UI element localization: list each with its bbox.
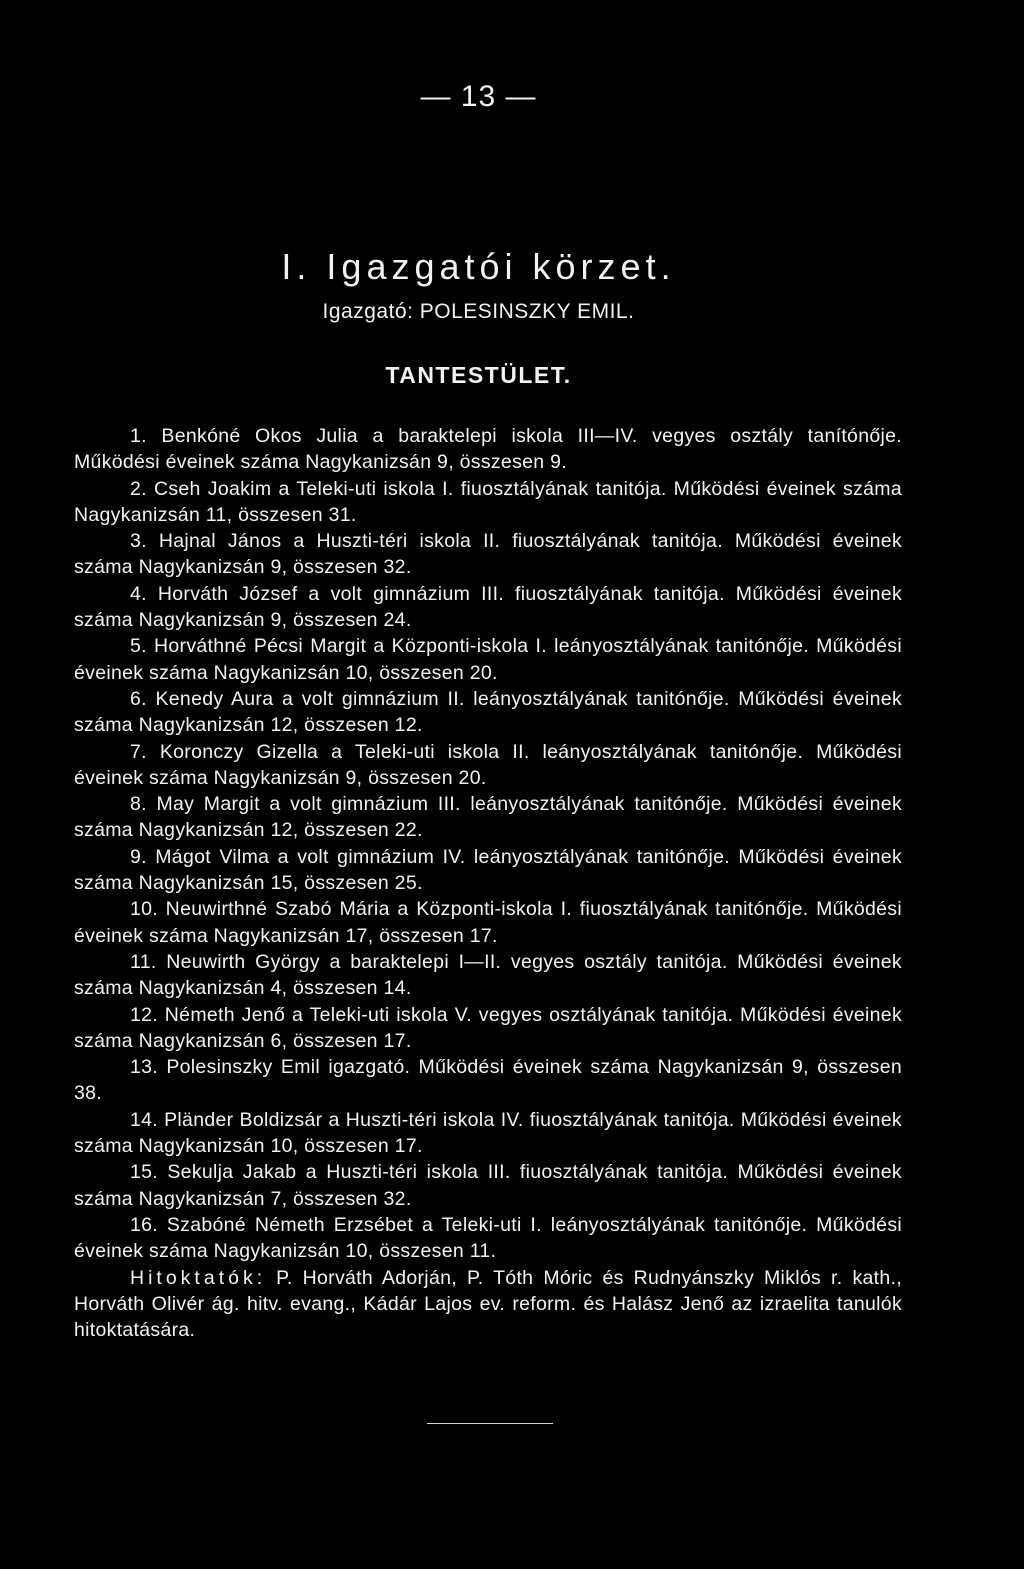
staff-entry: 5. Horváthné Pécsi Margit a Központi-iskola I. leányosztályának tanitónője. Működési éveinek száma Nagykanizsán 10, összesen 20. (74, 635, 902, 684)
staff-entry: 10. Neuwirthné Szabó Mária a Központi-iskola I. fiuosztályának tanitónője. Működési éveinek száma Nagykanizsán 17, összesen 17. (74, 898, 902, 947)
staff-list (74, 423, 902, 1343)
staff-entry: 15. Sekulja Jakab a Huszti-téri iskola III. fiuosztályának tanitója. Működési éveinek száma Nagykanizsán 7, összesen 32. (74, 1161, 902, 1210)
staff-entry: 6. Kenedy Aura a volt gimnázium II. leányosztályának tanitónője. Működési éveinek száma Nagykanizsán 12, összesen 12. (74, 687, 902, 737)
director-line: Igazgató: POLESINSZKY EMIL. (322, 300, 635, 323)
religious-teachers-text: P. Horváth Adorján, P. Tóth Móric és Rudnyánszky Miklós r. kath., Horváth Olivér ág. hitv. evang., Kádár Lajos ev. reform. és Halász Jenő az izraelita tanulók hitoktatására. (74, 1266, 902, 1342)
staff-entry: 12. Németh Jenő a Teleki-uti iskola V. vegyes osztályának tanitója. Működési éveinek száma Nagykanizsán 6, összesen 17. (74, 1003, 902, 1052)
staff-entry: 1. Benkóné Okos Julia a baraktelepi iskola III—IV. vegyes osztály tanítónője. Működési éveinek száma Nagykanizsán 9, összesen 9. (74, 425, 902, 474)
staff-entry: 9. Mágot Vilma a volt gimnázium IV. leányosztályának tanitónője. Működési éveinek száma Nagykanizsán 15, összesen 25. (74, 845, 902, 895)
staff-entry: 3. Hajnal János a Huszti-téri iskola II. fiuosztályának tanitója. Működési éveinek száma Nagykanizsán 9, összesen 32. (74, 530, 902, 579)
staff-entry: 16. Szabóné Németh Erzsébet a Teleki-uti I. leányosztályának tanitónője. Működési éveinek száma Nagykanizsán 10, összesen 11. (74, 1213, 902, 1263)
staff-entry: 11. Neuwirth György a baraktelepi I—II. vegyes osztály tanitója. Működési éveinek száma Nagykanizsán 4, összesen 14. (74, 950, 902, 1000)
religious-teachers-paragraph (74, 1265, 902, 1344)
staff-entry: 8. May Margit a volt gimnázium III. leányosztályának tanitónője. Működési éveinek száma Nagykanizsán 12, összesen 22. (74, 793, 902, 842)
religious-teachers-label: Hitoktatók: (130, 1266, 267, 1289)
staff-entry: 14. Pländer Boldizsár a Huszti-téri iskola IV. fiuosztályának tanitója. Működési éveinek száma Nagykanizsán 10, összesen 17. (74, 1108, 902, 1158)
section-title: I. Igazgatói körzet. (281, 246, 676, 287)
bottom-rule (427, 1423, 553, 1424)
staff-entry: 13. Polesinszky Emil igazgató. Működési éveinek száma Nagykanizsán 9, összesen 38. (74, 1056, 902, 1105)
staff-entry: 4. Horváth József a volt gimnázium III. fiuosztályának tanitója. Működési éveinek száma Nagykanizsán 9, összesen 24. (74, 582, 902, 632)
staff-entry: 2. Cseh Joakim a Teleki-uti iskola I. fiuosztályának tanitója. Működési éveinek száma Nagykanizsán 11, összesen 31. (74, 477, 902, 526)
staff-heading: TANTESTÜLET. (385, 362, 572, 388)
staff-entry: 7. Koronczy Gizella a Teleki-uti iskola II. leányosztályának tanitónője. Működési éveinek száma Nagykanizsán 9, összesen 20. (74, 740, 902, 789)
page-number: — 13 — (420, 80, 537, 113)
